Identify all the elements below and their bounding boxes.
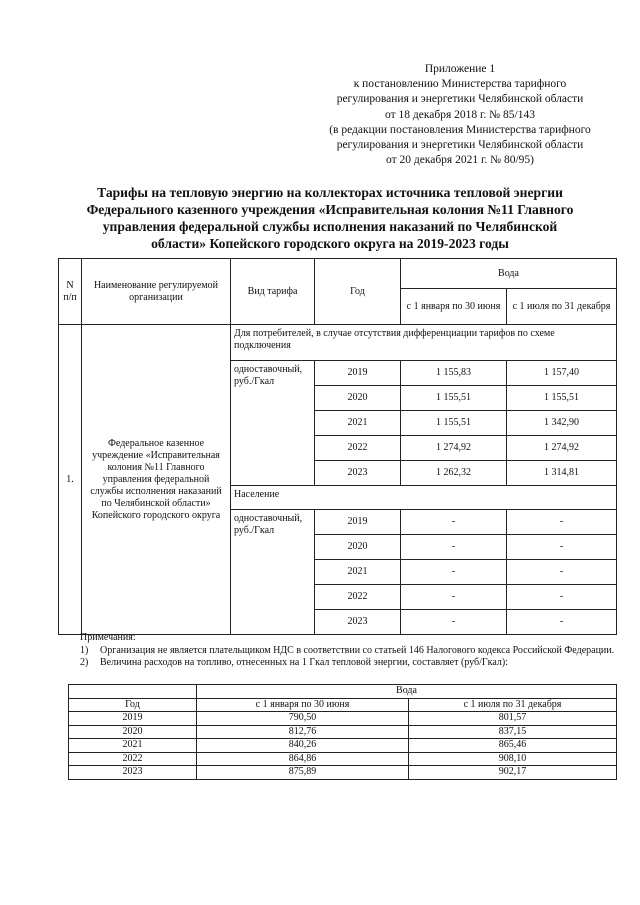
year-cell: 2020	[315, 386, 401, 411]
fuel-year-cell: 2021	[69, 739, 197, 753]
appendix-line: регулирования и энергетики Челябинской области	[336, 93, 584, 106]
fuel-header-water: Вода	[197, 685, 617, 699]
value-cell: -	[507, 560, 617, 585]
fuel-value-cell: 790,50	[197, 712, 409, 726]
value-cell: 1 274,92	[401, 436, 507, 461]
year-cell: 2023	[315, 610, 401, 635]
header-water: Вода	[401, 259, 617, 289]
note-text: Организация не является плательщиком НДС в соответствии со статьей 146 Налогового кодекса Российской Федерации.	[100, 644, 615, 656]
fuel-value-cell: 908,10	[409, 752, 617, 766]
fuel-header-blank	[69, 685, 197, 699]
fuel-year-cell: 2023	[69, 766, 197, 780]
value-cell: 1 342,90	[507, 411, 617, 436]
year-cell: 2019	[315, 361, 401, 386]
value-cell: 1 274,92	[507, 436, 617, 461]
fuel-value-cell: 902,17	[409, 766, 617, 780]
appendix-line: Приложение 1	[424, 63, 496, 75]
note-item	[80, 657, 620, 670]
fuel-value-cell: 812,76	[197, 725, 409, 739]
value-cell: 1 262,32	[401, 461, 507, 486]
fuel-value-cell: 840,26	[197, 739, 409, 753]
group-label: Население	[231, 486, 617, 510]
note-text: Величина расходов на топливо, отнесенных на 1 Гкал тепловой энергии, составляет (руб/Гкал):	[100, 657, 509, 668]
fuel-year-cell: 2020	[69, 725, 197, 739]
fuel-value-cell: 837,15	[409, 725, 617, 739]
appendix-line: от 20 декабря 2021 г. № 80/95)	[385, 154, 535, 167]
value-cell: 1 314,81	[507, 461, 617, 486]
value-cell: -	[401, 535, 507, 560]
notes-block	[80, 632, 620, 670]
fuel-year-cell: 2019	[69, 712, 197, 726]
value-cell: 1 157,40	[507, 361, 617, 386]
fuel-value-cell: 801,57	[409, 712, 617, 726]
tariff-type-cell: одноставочный, руб./Гкал	[231, 510, 315, 635]
note-number: 2)	[80, 657, 89, 668]
note-item	[80, 645, 620, 658]
fuel-value-cell: 865,46	[409, 739, 617, 753]
organization-name: Федеральное казенное учреждение «Исправительная колония №11 Главного управления федеральной службы исполнения наказаний по Челябинской области» Копейского городского округа	[82, 325, 231, 635]
value-cell: -	[507, 585, 617, 610]
tariff-table	[58, 258, 617, 635]
row-number: 1.	[59, 325, 82, 635]
value-cell: 1 155,83	[401, 361, 507, 386]
year-cell: 2022	[315, 436, 401, 461]
fuel-value-cell: 875,89	[197, 766, 409, 780]
note-number: 1)	[80, 644, 89, 656]
group-label: Для потребителей, в случае отсутствия дифференциации тарифов по схеме подключения	[231, 325, 617, 361]
value-cell: -	[507, 510, 617, 535]
title-line: управления федеральной службы исполнения наказаний по Челябинской	[102, 219, 558, 234]
value-cell: -	[507, 535, 617, 560]
fuel-year-cell: 2022	[69, 752, 197, 766]
notes-heading: Примечания:	[80, 632, 136, 643]
year-cell: 2019	[315, 510, 401, 535]
header-num: N п/п	[59, 259, 82, 325]
appendix-line: от 18 декабря 2018 г. № 85/143	[385, 108, 535, 121]
tariff-type-cell: одноставочный, руб./Гкал	[231, 361, 315, 486]
appendix-line: к постановлению Министерства тарифного	[353, 78, 567, 91]
header-period-1: с 1 января по 30 июня	[401, 289, 507, 325]
header-period-2: с 1 июля по 31 декабря	[507, 289, 617, 325]
document-title	[50, 184, 610, 252]
value-cell: -	[507, 610, 617, 635]
value-cell: 1 155,51	[401, 386, 507, 411]
value-cell: -	[401, 585, 507, 610]
title-line: области» Копейского городского округа на 2019-2023 годы	[151, 236, 509, 251]
value-cell: -	[401, 560, 507, 585]
year-cell: 2022	[315, 585, 401, 610]
fuel-header-year: Год	[69, 698, 197, 712]
fuel-value-cell: 864,86	[197, 752, 409, 766]
value-cell: 1 155,51	[507, 386, 617, 411]
header-org: Наименование регулируемой организации	[82, 259, 231, 325]
value-cell: -	[401, 610, 507, 635]
appendix-line: (в редакции постановления Министерства тарифного	[329, 123, 591, 136]
value-cell: -	[401, 510, 507, 535]
appendix-line: регулирования и энергетики Челябинской области	[336, 139, 584, 152]
fuel-cost-table	[68, 684, 617, 780]
year-cell: 2021	[315, 560, 401, 585]
fuel-header-period-2: с 1 июля по 31 декабря	[409, 698, 617, 712]
year-cell: 2020	[315, 535, 401, 560]
year-cell: 2021	[315, 411, 401, 436]
header-year: Год	[315, 259, 401, 325]
header-tariff-type: Вид тарифа	[231, 259, 315, 325]
appendix-block	[300, 62, 620, 168]
fuel-header-period-1: с 1 января по 30 июня	[197, 698, 409, 712]
title-line: Федерального казенного учреждения «Исправительная колония №11 Главного	[86, 202, 574, 217]
value-cell: 1 155,51	[401, 411, 507, 436]
title-line: Тарифы на тепловую энергию на коллекторах источника тепловой энергии	[97, 185, 563, 200]
year-cell: 2023	[315, 461, 401, 486]
